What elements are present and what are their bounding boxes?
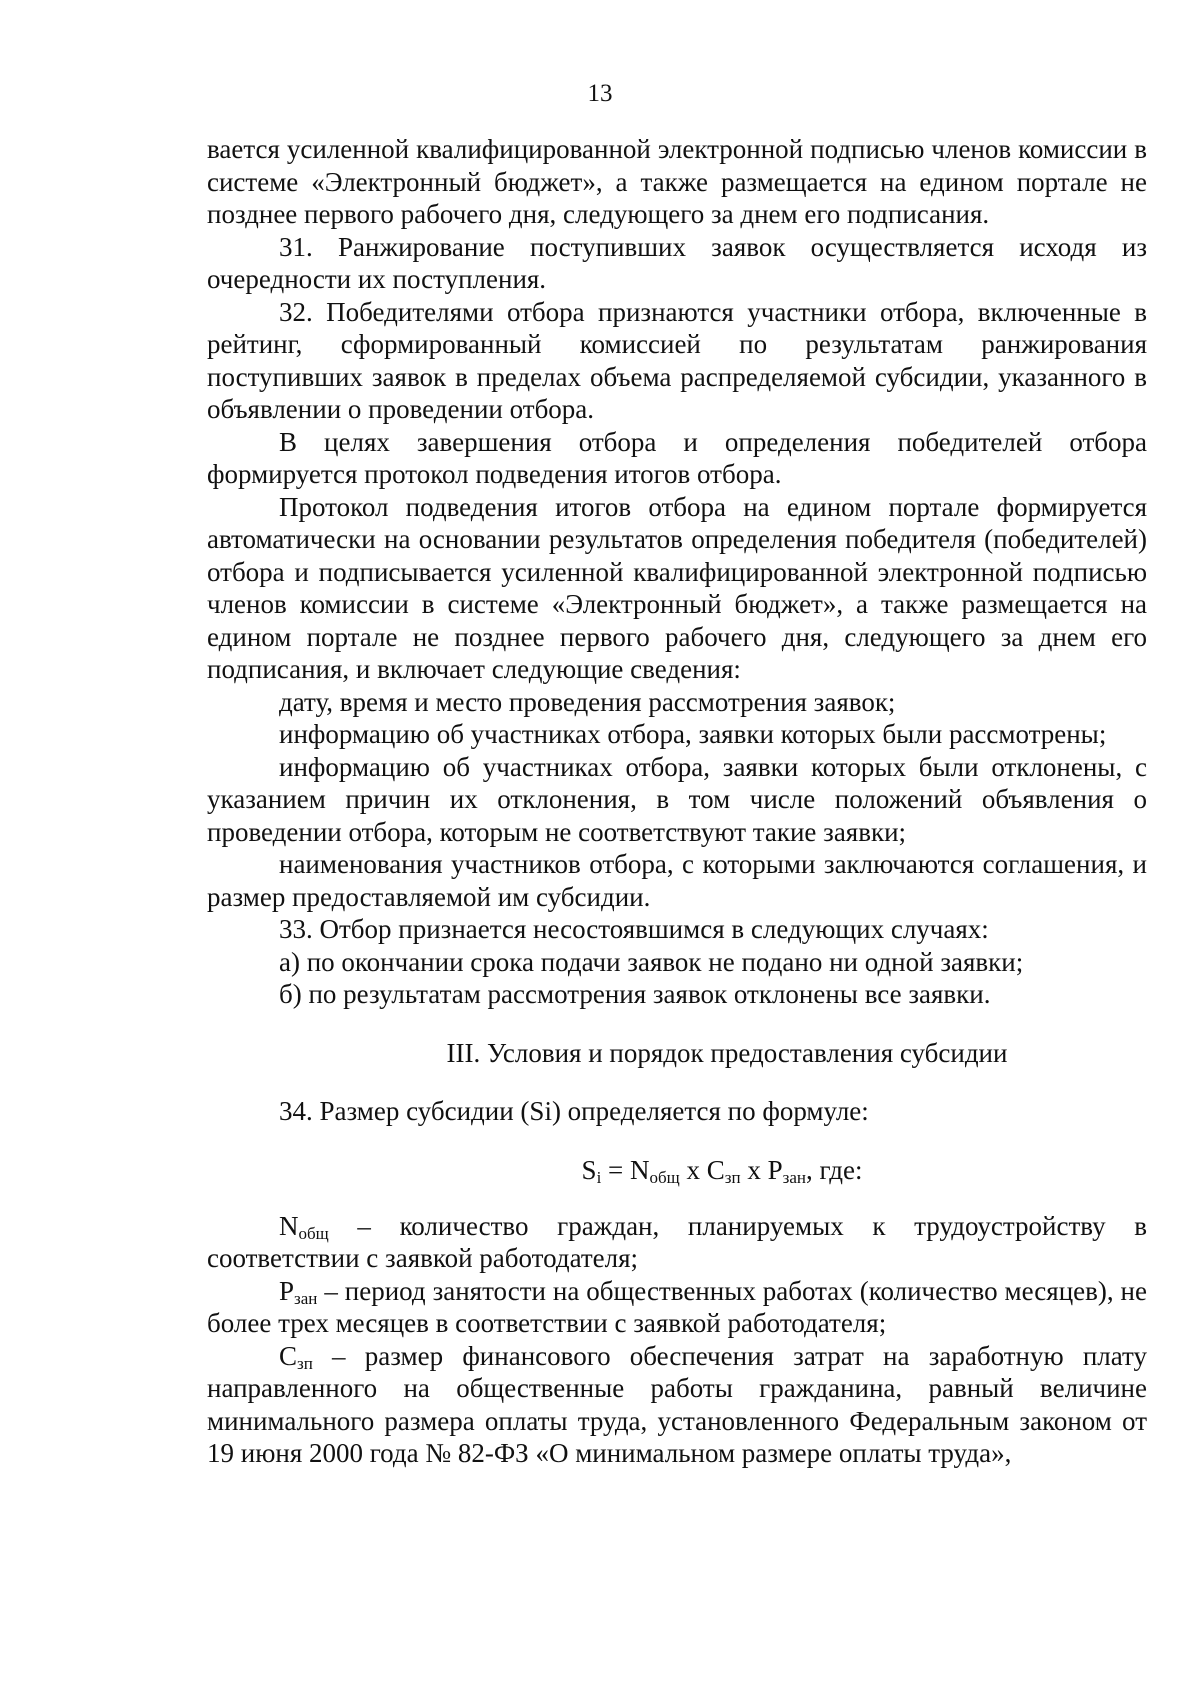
list-item-reviewed: информацию об участниках отбора, заявки которых были рассмотрены; [279, 719, 1107, 749]
definition-c-sub: зп [297, 1353, 313, 1373]
paragraph-32: 32. Победителями отбора признаются участники отбора, включенные в рейтинг, сформированный комиссией по результатам ранжирования поступивших заявок в пределах объема распределяемой субсидии, указанного в объявлении о проведении отбора. [207, 296, 1147, 424]
formula-c-sub: зп [724, 1167, 741, 1187]
document-body [207, 133, 1147, 1470]
definition-c [207, 1340, 1147, 1470]
paragraph-34: 34. Размер субсидии (Si) определяется по формуле: [279, 1096, 869, 1126]
definition-c-symbol: C [279, 1340, 298, 1371]
definition-p [207, 1275, 1147, 1340]
list-item-b: б) по результатам рассмотрения заявок отклонены все заявки. [279, 979, 991, 1009]
definition-n [207, 1210, 1147, 1275]
definition-p-text: – период занятости на общественных работах (количество месяцев), не более трех месяцев в соответствии с заявкой работодателя; [207, 1275, 1147, 1338]
formula-s: S [581, 1154, 597, 1185]
formula-eq: = N [601, 1154, 650, 1185]
subsidy-formula [207, 1150, 1147, 1190]
paragraph-protocol: Протокол подведения итогов отбора на едином портале формируется автоматически на основании результатов определения победителя (победителей) отбора и подписывается усиленной квалифицированной электронной подписью членов комиссии в системе «Электронный бюджет», а также размещается на едином портале не позднее первого рабочего дня, следующего за днем его подписания, и включает следующие сведения: [207, 491, 1147, 684]
paragraph-continuation: вается усиленной квалифицированной электронной подписью членов комиссии в системе «Электронный бюджет», а также размещается на едином портале не позднее первого рабочего дня, следующего за днем его подписания. [207, 134, 1147, 229]
formula-s-sub: i [596, 1167, 602, 1187]
list-item-date: дату, время и место проведения рассмотрения заявок; [279, 686, 896, 717]
definition-c-text: – размер финансового обеспечения затрат на заработную плату направленного на общественные работы гражданина, равный величине минимального размера оплаты труда, установленного Федеральным законом от 19 июня 2000 года № 82-ФЗ «О минимальном размере оплаты труда», [207, 1340, 1147, 1468]
formula-x1: x C [679, 1154, 725, 1185]
definition-p-symbol: P [279, 1275, 295, 1306]
definition-n-text: – количество граждан, планируемых к трудоустройству в соответствии с заявкой работодателя; [207, 1210, 1147, 1273]
list-item-names: наименования участников отбора, с которыми заключаются соглашения, и размер предоставляемой им субсидии. [207, 849, 1147, 912]
paragraph-31: 31. Ранжирование поступивших заявок осуществляется исходя из очередности их поступления. [207, 231, 1147, 294]
definition-p-sub: зан [294, 1288, 318, 1308]
formula-n-sub: общ [649, 1167, 680, 1187]
page-number: 13 [587, 80, 613, 107]
definition-n-sub: общ [298, 1223, 329, 1243]
list-item-a: а) по окончании срока подачи заявок не подано ни одной заявки; [279, 946, 1024, 977]
formula-p-sub: зан [782, 1167, 807, 1187]
formula-tail: , где: [806, 1154, 863, 1185]
definition-n-symbol: N [279, 1210, 299, 1241]
list-item-rejected: информацию об участниках отбора, заявки которых были отклонены, с указанием причин их отклонения, в том числе положений объявления о проведении отбора, которым не соответствуют такие заявки; [207, 751, 1147, 847]
paragraph-33: 33. Отбор признается несостоявшимся в следующих случаях: [279, 914, 989, 944]
formula-x2: x P [740, 1154, 783, 1185]
section-heading: III. Условия и порядок предоставления субсидии [446, 1037, 1008, 1068]
paragraph-goals: В целях завершения отбора и определения победителей отбора формируется протокол подведения итогов отбора. [207, 426, 1147, 489]
